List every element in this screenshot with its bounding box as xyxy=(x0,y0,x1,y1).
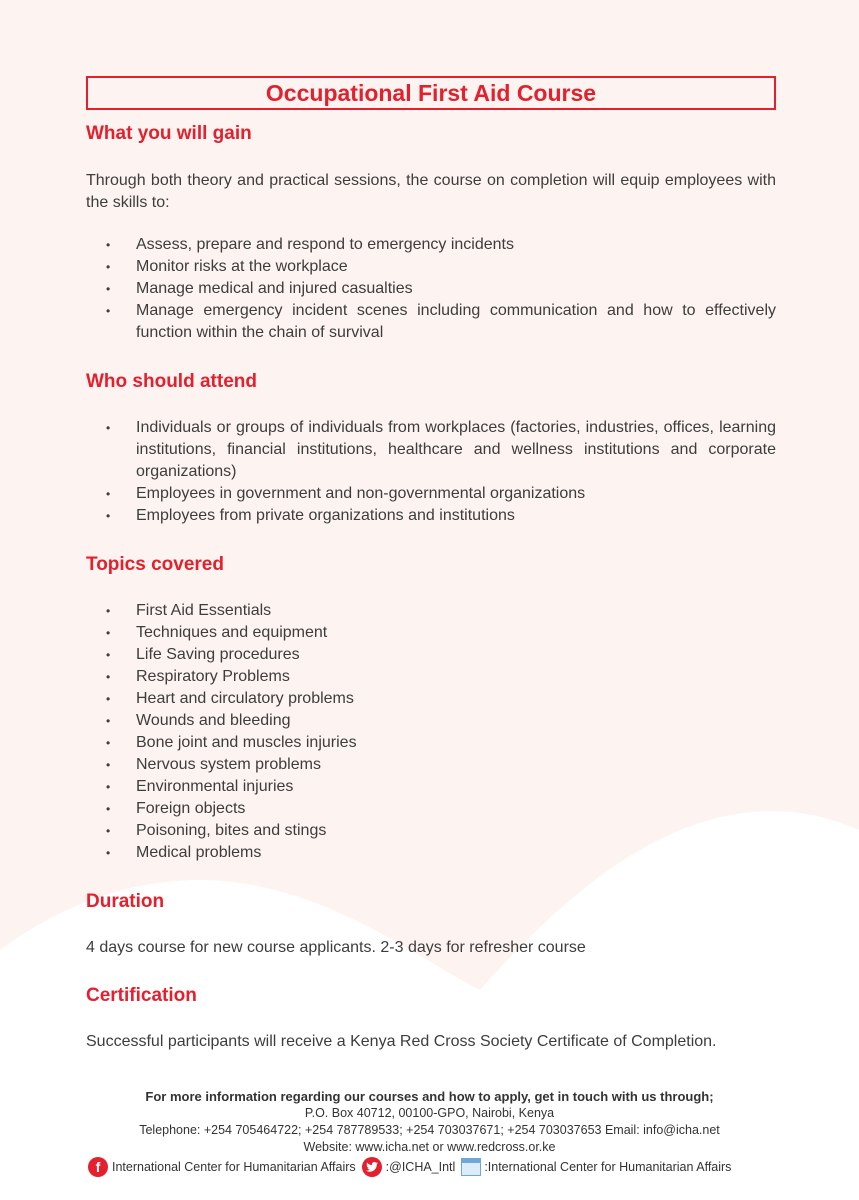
list-item: • Poisoning, bites and stings xyxy=(106,820,776,842)
list-item: • Medical problems xyxy=(106,842,776,864)
webpage-icon xyxy=(461,1158,481,1176)
list-item: • Assess, prepare and respond to emergency incidents xyxy=(106,234,776,256)
list-item: • Bone joint and muscles injuries xyxy=(106,732,776,754)
list-item: • Monitor risks at the workplace xyxy=(106,256,776,278)
list-item: • Wounds and bleeding xyxy=(106,710,776,732)
topics-heading: Topics covered xyxy=(86,554,224,575)
facebook-link[interactable] xyxy=(88,1157,356,1177)
footer-address: P.O. Box 40712, 00100-GPO, Nairobi, Kenya xyxy=(304,1106,555,1120)
list-item: • Foreign objects xyxy=(106,798,776,820)
list-item: • Individuals or groups of individuals from workplaces (factories, industries, offices, learning institutions, financial institutions, healthcare and wellness institutions and corporate organizations) xyxy=(106,417,776,483)
list-item: • Respiratory Problems xyxy=(106,666,776,688)
social-links xyxy=(88,1157,737,1177)
list-item: • Employees in government and non-governmental organizations xyxy=(106,483,776,505)
list-item: • Life Saving procedures xyxy=(106,644,776,666)
certification-text: Successful participants will receive a Kenya Red Cross Society Certificate of Completion. xyxy=(86,1033,717,1050)
attend-heading: Who should attend xyxy=(86,371,257,392)
list-item: • Environmental injuries xyxy=(106,776,776,798)
list-item: • Heart and circulatory problems xyxy=(106,688,776,710)
attend-list xyxy=(106,417,776,527)
gain-list xyxy=(106,234,776,344)
list-item: • Employees from private organizations and institutions xyxy=(106,505,776,527)
contact-footer xyxy=(0,1088,859,1156)
gain-intro: Through both theory and practical sessions, the course on completion will equip employees with the skills to: xyxy=(86,172,776,211)
course-title: Occupational First Aid Course xyxy=(265,79,597,106)
web-label: :International Center for Humanitarian Affairs xyxy=(484,1160,732,1174)
footer-lead: For more information regarding our courses and how to apply, get in touch with us through; xyxy=(145,1089,714,1104)
topics-list xyxy=(106,600,776,864)
footer-telephone[interactable]: Telephone: +254 705464722; +254 787789533; +254 703037671; +254 703037653 Email: info@icha.net xyxy=(139,1123,720,1137)
facebook-icon: f xyxy=(88,1157,108,1177)
list-item: • First Aid Essentials xyxy=(106,600,776,622)
twitter-link[interactable] xyxy=(362,1157,456,1177)
list-item: • Manage emergency incident scenes including communication and how to effectively function within the chain of survival xyxy=(106,300,776,344)
list-item: • Manage medical and injured casualties xyxy=(106,278,776,300)
twitter-icon xyxy=(362,1157,382,1177)
facebook-label: International Center for Humanitarian Affairs xyxy=(112,1160,356,1174)
gain-heading: What you will gain xyxy=(86,123,252,144)
duration-text: 4 days course for new course applicants. 2-3 days for refresher course xyxy=(86,939,586,956)
list-item: • Techniques and equipment xyxy=(106,622,776,644)
list-item: • Nervous system problems xyxy=(106,754,776,776)
web-link[interactable] xyxy=(461,1158,731,1176)
twitter-handle: :@ICHA_Intl xyxy=(385,1160,456,1174)
duration-heading: Duration xyxy=(86,891,165,912)
certification-heading: Certification xyxy=(86,985,197,1006)
course-title-box xyxy=(86,76,776,110)
footer-website[interactable]: Website: www.icha.net or www.redcross.or.ke xyxy=(303,1140,556,1154)
